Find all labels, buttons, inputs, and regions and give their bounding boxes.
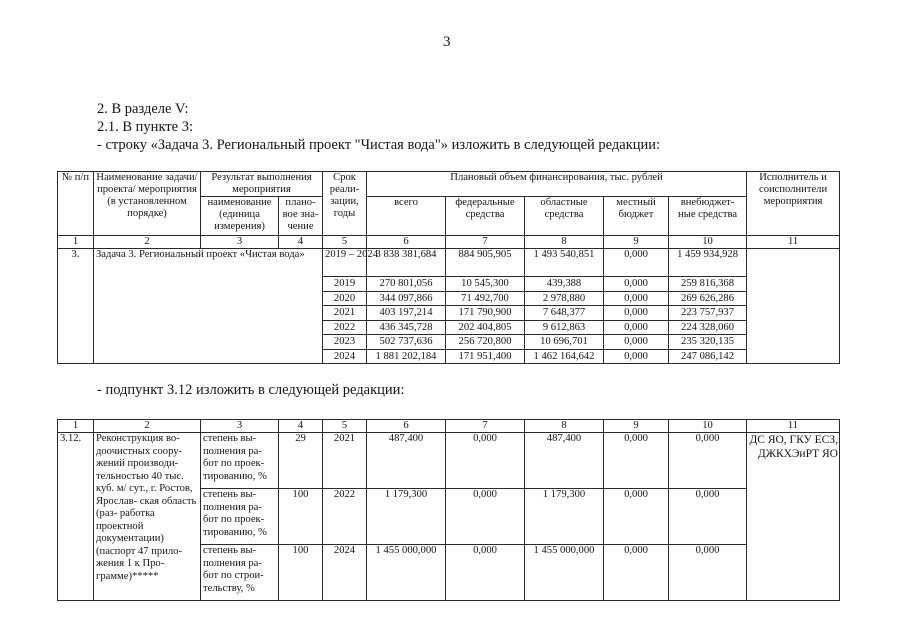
- row-total: 3 838 381,684: [367, 249, 446, 277]
- row-extra: 269 626,286: [669, 291, 747, 306]
- row-extra: 0,000: [669, 433, 747, 489]
- row-local: 0,000: [604, 320, 669, 335]
- index-cell: 4: [279, 420, 323, 433]
- row-local: 0,000: [604, 249, 669, 277]
- row-federal: 0,000: [446, 545, 525, 601]
- row-total: 270 801,056: [367, 277, 446, 292]
- row-extra: 1 459 934,928: [669, 249, 747, 277]
- index-cell: 9: [604, 420, 669, 433]
- row-extra: 247 086,142: [669, 349, 747, 364]
- index-cell: 6: [367, 236, 446, 249]
- row-regional: 1 455 000,000: [525, 545, 604, 601]
- row-year: 2022: [323, 320, 367, 335]
- index-cell: 10: [669, 420, 747, 433]
- row-federal: 171 951,400: [446, 349, 525, 364]
- header-num: № п/п: [58, 172, 94, 236]
- row-total: 487,400: [367, 433, 446, 489]
- index-cell: 2: [94, 236, 201, 249]
- index-cell: 11: [747, 420, 840, 433]
- row-regional: 1 462 164,642: [525, 349, 604, 364]
- row-name: Реконструкция во- доочистных соору- жений производи- тельностью 40 тыс. куб. м/ сут., г. Ростов, Ярослав- ская область (раз- работка проектной документации) (паспорт 47 прило- жения 1 к Про- грамме)*****: [94, 433, 201, 601]
- index-cell: 3: [201, 236, 279, 249]
- intro-line-row: - строку «Задача 3. Региональный проект "Чистая вода"» изложить в следующей редакции:: [97, 137, 661, 153]
- row-name: Задача 3. Региональный проект «Чистая вода»: [94, 249, 323, 364]
- row-extra: 0,000: [669, 489, 747, 545]
- subpoint-text: - подпункт 3.12 изложить в следующей редакции:: [97, 382, 405, 398]
- row-plan: 100: [279, 489, 323, 545]
- index-cell: 1: [58, 420, 94, 433]
- index-cell: 10: [669, 236, 747, 249]
- index-cell: 6: [367, 420, 446, 433]
- table-task3: [57, 171, 840, 364]
- row-total: 1 881 202,184: [367, 349, 446, 364]
- row-extra: 235 320,135: [669, 335, 747, 350]
- row-regional: 2 978,880: [525, 291, 604, 306]
- row-total: 436 345,728: [367, 320, 446, 335]
- row-result: степень вы- полнения ра- бот по проек- тированию, %: [201, 433, 279, 489]
- row-year: 2022: [323, 489, 367, 545]
- row-federal: 0,000: [446, 489, 525, 545]
- index-cell: 7: [446, 420, 525, 433]
- row-year: 2023: [323, 335, 367, 350]
- header-total: всего: [367, 197, 446, 236]
- table-index-row: [58, 236, 840, 249]
- index-cell: 4: [279, 236, 323, 249]
- row-federal: 10 545,300: [446, 277, 525, 292]
- page-number: 3: [443, 34, 451, 50]
- intro-line-point: 2.1. В пункте 3:: [97, 119, 193, 135]
- header-extra: внебюджет- ные средства: [669, 197, 747, 236]
- row-local: 0,000: [604, 306, 669, 321]
- row-plan: 100: [279, 545, 323, 601]
- row-total: 1 455 000,000: [367, 545, 446, 601]
- table-row: [58, 433, 840, 489]
- header-federal: федеральные средства: [446, 197, 525, 236]
- table-header-row: [58, 172, 840, 197]
- row-federal: 202 404,805: [446, 320, 525, 335]
- header-result: Результат выполнения мероприятия: [201, 172, 323, 197]
- row-federal: 71 492,700: [446, 291, 525, 306]
- row-local: 0,000: [604, 277, 669, 292]
- index-cell: 8: [525, 236, 604, 249]
- index-cell: 7: [446, 236, 525, 249]
- row-local: 0,000: [604, 349, 669, 364]
- row-executor: [747, 249, 840, 364]
- index-cell: 9: [604, 236, 669, 249]
- index-cell: 5: [323, 236, 367, 249]
- index-cell: 1: [58, 236, 94, 249]
- index-cell: 2: [94, 420, 201, 433]
- index-cell: 11: [747, 236, 840, 249]
- row-year: 2021: [323, 433, 367, 489]
- row-extra: 223 757,937: [669, 306, 747, 321]
- row-regional: 1 179,300: [525, 489, 604, 545]
- intro-text: [97, 100, 660, 154]
- table-index-row: [58, 420, 840, 433]
- row-local: 0,000: [604, 545, 669, 601]
- row-regional: 1 493 540,851: [525, 249, 604, 277]
- header-result-name: наименование (единица измерения): [201, 197, 279, 236]
- header-name: Наименование задачи/проекта/ мероприятия (в установленном порядке): [94, 172, 201, 236]
- row-total: 403 197,214: [367, 306, 446, 321]
- row-executor: ДС ЯО, ГКУ ЕСЗ, ДЖКХЭиРТ ЯО: [747, 433, 840, 601]
- row-num: 3.12.: [58, 433, 94, 601]
- row-total: 502 737,636: [367, 335, 446, 350]
- row-local: 0,000: [604, 291, 669, 306]
- row-year: 2019 – 2024: [323, 249, 367, 277]
- row-regional: 9 612,863: [525, 320, 604, 335]
- header-funding: Плановый объем финансирования, тыс. рублей: [367, 172, 747, 197]
- row-extra: 0,000: [669, 545, 747, 601]
- header-regional: областные средства: [525, 197, 604, 236]
- row-year: 2020: [323, 291, 367, 306]
- table-row: [58, 249, 840, 277]
- header-local: местный бюджет: [604, 197, 669, 236]
- row-result: степень вы- полнения ра- бот по проек- тированию, %: [201, 489, 279, 545]
- row-federal: 0,000: [446, 433, 525, 489]
- row-federal: 256 720,800: [446, 335, 525, 350]
- row-year: 2019: [323, 277, 367, 292]
- row-local: 0,000: [604, 335, 669, 350]
- header-result-plan: плано- вое зна- чение: [279, 197, 323, 236]
- row-total: 1 179,300: [367, 489, 446, 545]
- row-extra: 224 328,060: [669, 320, 747, 335]
- row-local: 0,000: [604, 489, 669, 545]
- row-federal: 884 905,905: [446, 249, 525, 277]
- row-regional: 487,400: [525, 433, 604, 489]
- index-cell: 8: [525, 420, 604, 433]
- row-year: 2021: [323, 306, 367, 321]
- row-extra: 259 816,368: [669, 277, 747, 292]
- row-regional: 7 648,377: [525, 306, 604, 321]
- header-term: Срок реали- зации, годы: [323, 172, 367, 236]
- row-num: 3.: [58, 249, 94, 364]
- table-subpoint-3-12: [57, 419, 840, 601]
- header-executor: Исполнитель и соисполнители мероприятия: [747, 172, 840, 236]
- row-total: 344 097,866: [367, 291, 446, 306]
- row-result: степень вы- полнения ра- бот по строи- тельству, %: [201, 545, 279, 601]
- row-local: 0,000: [604, 433, 669, 489]
- row-regional: 439,388: [525, 277, 604, 292]
- row-year: 2024: [323, 349, 367, 364]
- intro-line-section: 2. В разделе V:: [97, 101, 189, 117]
- row-plan: 29: [279, 433, 323, 489]
- index-cell: 3: [201, 420, 279, 433]
- row-regional: 10 696,701: [525, 335, 604, 350]
- row-year: 2024: [323, 545, 367, 601]
- row-federal: 171 790,900: [446, 306, 525, 321]
- index-cell: 5: [323, 420, 367, 433]
